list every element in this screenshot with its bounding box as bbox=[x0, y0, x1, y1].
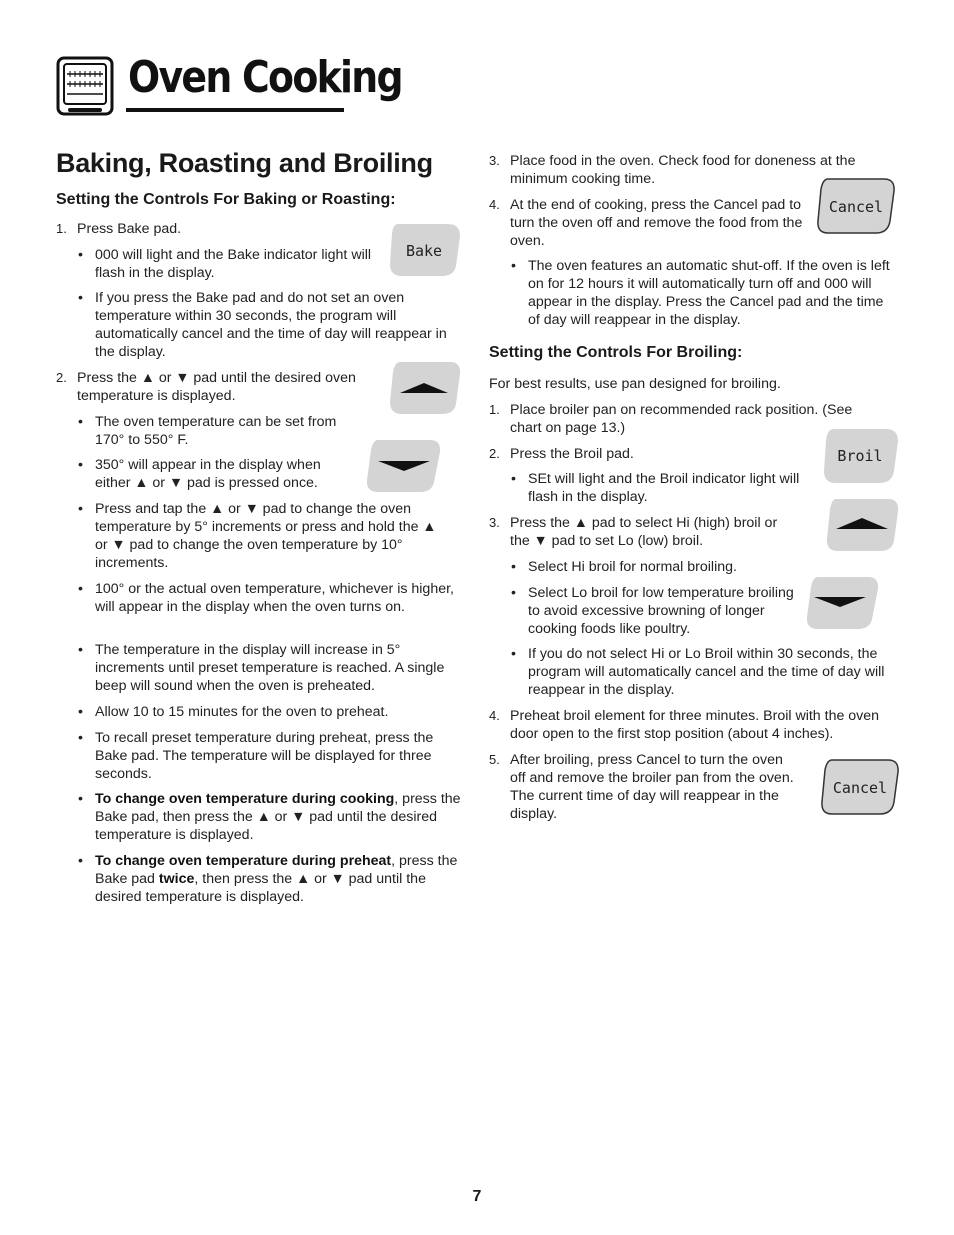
baking-step-2 bbox=[56, 369, 374, 405]
step-number: 4. bbox=[489, 708, 500, 723]
bold-lead: To change oven temperature during preheat bbox=[95, 853, 392, 869]
broiling-step-2 bbox=[489, 445, 789, 463]
baking-step-1 bbox=[56, 220, 376, 238]
step-text: Press the ▲ pad to select Hi (high) broil or the ▼ pad to set Lo (low) broil. bbox=[510, 515, 778, 549]
step-text: Place food in the oven. Check food for doneness at the minimum cooking time. bbox=[510, 153, 856, 187]
list-item: • The temperature in the display will increase in 5° increments until preset temperature is reached. A single beep will sound when the oven is preheated. bbox=[95, 641, 465, 695]
list-item: • 100° or the actual oven temperature, whichever is higher, will appear in the display when the oven turns on. bbox=[95, 580, 455, 616]
section-heading: Baking, Roasting and Broiling bbox=[56, 148, 433, 178]
step-text: At the end of cooking, press the Cancel pad to turn the oven off and remove the food from the oven. bbox=[510, 197, 803, 249]
list-item: • Press and tap the ▲ or ▼ pad to change the oven temperature by 5° increments or press and hold the ▲ or ▼ pad to change the oven temperature by 10° increments. bbox=[95, 500, 440, 572]
step-text: Preheat broil element for three minutes. Broil with the oven door open to the first stop position (about 4 inches). bbox=[510, 708, 880, 742]
step-text: Press Bake pad. bbox=[77, 221, 182, 237]
step-number: 3. bbox=[489, 153, 500, 168]
cancel-pad-2[interactable] bbox=[820, 758, 900, 821]
cancel-pad-label: Cancel bbox=[828, 198, 884, 216]
list-item: • Allow 10 to 15 minutes for the oven to preheat. bbox=[95, 703, 455, 721]
list-item: • If you do not select Hi or Lo Broil within 30 seconds, the program will automatically cancel and the time of day will reappear in the display. bbox=[528, 645, 900, 699]
step-number: 3. bbox=[489, 515, 500, 530]
bullet-mid: , press the Bake pad bbox=[95, 853, 458, 887]
broiling-intro: For best results, use pan designed for broiling. bbox=[489, 376, 781, 392]
step-number: 4. bbox=[489, 197, 500, 212]
bake-pad[interactable] bbox=[388, 222, 462, 283]
broil-up-arrow-pad[interactable] bbox=[824, 497, 900, 558]
list-item: • SEt will light and the Broil indicator light will flash in the display. bbox=[528, 470, 803, 506]
step-text: Press the Broil pad. bbox=[510, 446, 634, 462]
broiling-subheading: Setting the Controls For Broiling: bbox=[489, 344, 743, 361]
list-item: • To recall preset temperature during preheat, press the Bake pad. The temperature will be displayed for three seconds. bbox=[95, 729, 455, 783]
list-item: • 350° will appear in the display when either ▲ or ▼ pad is pressed once. bbox=[95, 456, 345, 492]
up-arrow-pad[interactable] bbox=[388, 360, 462, 421]
step-text: Place broiler pan on recommended rack position. (See chart on page 13.) bbox=[510, 402, 853, 436]
broiling-step-1 bbox=[489, 401, 879, 437]
list-item: • Select Lo broil for low temperature broiling to avoid excessive browning of longer cooking foods like poultry. bbox=[528, 584, 798, 638]
bold-twice: twice bbox=[158, 871, 195, 887]
list-item-change-cooking bbox=[95, 790, 467, 844]
baking-subheading: Setting the Controls For Baking or Roasting: bbox=[56, 191, 396, 208]
step-text: After broiling, press Cancel to turn the oven off and remove the broiler pan from the oven. The current time of day will reappear in the display. bbox=[510, 752, 794, 822]
step-text: Press the ▲ or ▼ pad until the desired oven temperature is displayed. bbox=[77, 370, 356, 404]
step-number: 2. bbox=[489, 446, 500, 461]
baking-step-4 bbox=[489, 196, 807, 250]
title-underline bbox=[126, 108, 344, 112]
broil-down-arrow-pad[interactable] bbox=[804, 575, 880, 636]
list-item: • Select Hi broil for normal broiling. bbox=[528, 558, 798, 576]
list-item: • The oven temperature can be set from 170° to 550° F. bbox=[95, 413, 357, 449]
list-item: • The oven features an automatic shut-off. If the oven is left on for 12 hours it will automatically turn off and 000 will appear in the display. Press the Cancel pad and the time of day will reappear in the display. bbox=[528, 257, 898, 329]
step-number: 2. bbox=[56, 370, 67, 385]
cancel-pad-label: Cancel bbox=[832, 779, 888, 797]
broiling-step-4 bbox=[489, 707, 901, 743]
down-arrow-pad[interactable] bbox=[364, 438, 442, 499]
step-number: 1. bbox=[489, 402, 500, 417]
page-number: 7 bbox=[472, 1188, 482, 1205]
broiling-step-5 bbox=[489, 751, 801, 823]
oven-icon bbox=[56, 56, 114, 118]
cancel-pad[interactable] bbox=[816, 177, 896, 240]
step-number: 5. bbox=[489, 752, 500, 767]
broil-pad[interactable] bbox=[822, 427, 900, 490]
list-item: • 000 will light and the Bake indicator light will flash in the display. bbox=[95, 246, 375, 282]
page-title: Oven Cooking bbox=[128, 52, 402, 103]
broil-pad-label: Broil bbox=[837, 447, 883, 465]
list-item: • If you press the Bake pad and do not set an oven temperature within 30 seconds, the program will automatically cancel and the time of day will reappear in the display. bbox=[95, 289, 455, 361]
list-item-change-preheat bbox=[95, 852, 460, 906]
bake-pad-label: Bake bbox=[405, 242, 443, 260]
bullet-rest: , then press the ▲ or ▼ pad until the desired temperature is displayed. bbox=[95, 871, 426, 905]
bullet-rest: , press the Bake pad, then press the ▲ or ▼ pad until the desired temperature is displayed. bbox=[95, 791, 461, 843]
bold-lead: To change oven temperature during cooking bbox=[95, 791, 395, 807]
broiling-step-3 bbox=[489, 514, 799, 550]
step-number: 1. bbox=[56, 221, 67, 236]
